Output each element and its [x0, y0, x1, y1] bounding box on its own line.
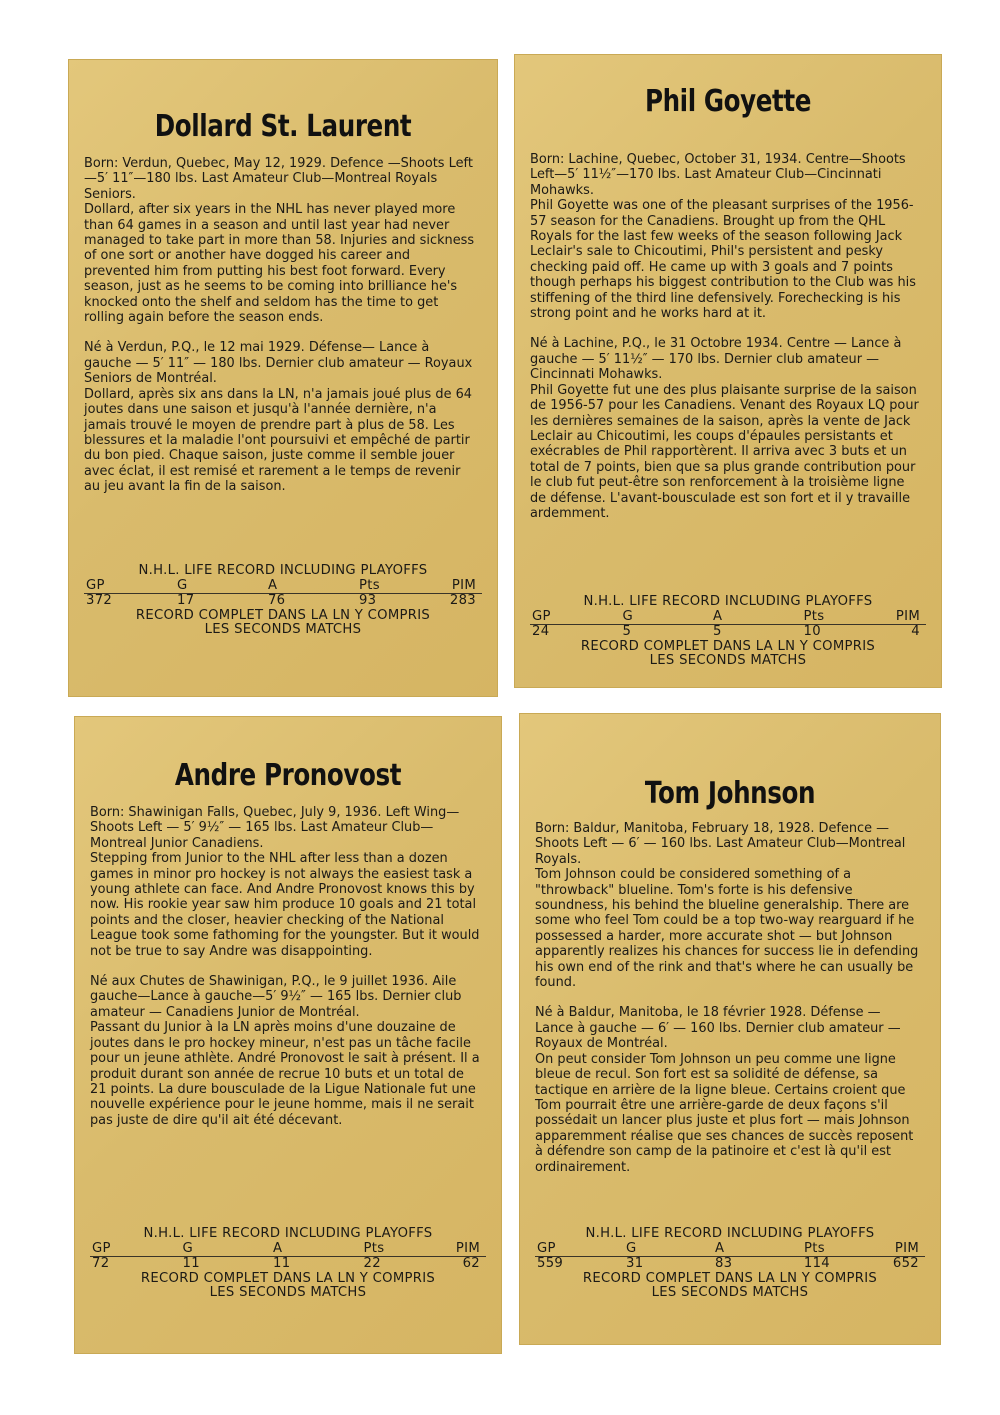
record-values: [90, 1256, 486, 1272]
french-info: Né à Lachine, P.Q., le 31 Octobre 1934. Centre — Lance à gauche — 5′ 11½″ — 170 lbs. Dernier club amateur — Cincinnati Mohawks.: [530, 336, 902, 383]
header-pts: Pts: [359, 577, 380, 593]
record-footer-1: RECORD COMPLET DANS LA LN Y COMPRIS: [582, 1270, 878, 1286]
record-headers: [535, 1242, 925, 1257]
player-bio: [530, 152, 922, 521]
header-pim: PIM: [894, 1240, 919, 1256]
player-card-johnson: [519, 713, 941, 1345]
value-a: 5: [713, 624, 722, 640]
header-pts: Pts: [363, 1240, 385, 1256]
value-g: 11: [182, 1256, 200, 1272]
record-title: N.H.L. LIFE RECORD INCLUDING PLAYOFFS: [143, 1226, 433, 1241]
record-values: [535, 1256, 925, 1272]
value-gp: 559: [537, 1256, 564, 1272]
value-gp: 372: [86, 593, 113, 609]
french-info: Né à Verdun, P.Q., le 12 mai 1929. Défense— Lance à gauche — 5′ 11″ — 180 lbs. Dernier club amateur — Royaux Seniors de Montréal.: [84, 340, 473, 387]
header-pim: PIM: [455, 1240, 480, 1256]
header-pim: PIM: [895, 608, 920, 624]
record-headers: [84, 579, 482, 594]
player-name: Dollard St. Laurent: [154, 109, 412, 144]
english-story: Tom Johnson could be considered something of a "throwback" blueline. Tom's forte is his defensive soundness, his behind the blueline generalship. There are some who feel Tom could be a top two-way rearguard if he possessed a harder, more accurate shot — but Johnson apparently realizes his chances for success lie in defending his own end of the rink and that's where he can usually be found.: [535, 867, 919, 991]
record-footer-2: LES SECONDS MATCHS: [649, 653, 807, 669]
header-g: G: [182, 1240, 194, 1256]
record-title: N.H.L. LIFE RECORD INCLUDING PLAYOFFS: [583, 594, 873, 609]
header-a: A: [713, 608, 723, 624]
record-footer-2: LES SECONDS MATCHS: [204, 622, 362, 638]
record-footer-2: LES SECONDS MATCHS: [651, 1285, 809, 1301]
life-record: [535, 1227, 925, 1301]
header-gp: GP: [92, 1240, 111, 1256]
record-values: [84, 593, 482, 609]
english-info: Born: Baldur, Manitoba, February 18, 1928. Defence — Shoots Left — 6′ — 160 lbs. Last Amateur Club—Montreal Royals.: [535, 821, 906, 867]
english-info: Born: Verdun, Quebec, May 12, 1929. Defence —Shoots Left—5′ 11″—180 lbs. Last Amateur Club—Montreal Royals Seniors.: [84, 156, 473, 202]
value-pts: 22: [363, 1256, 381, 1272]
player-name: Tom Johnson: [644, 776, 816, 811]
french-info: Né aux Chutes de Shawinigan, P.Q., le 9 juillet 1936. Aile gauche—Lance à gauche—5′ 9½″ — 165 lbs. Dernier club amateur — Canadiens Junior de Montréal.: [90, 974, 462, 1020]
french-story: Dollard, après six ans dans la LN, n'a jamais joué plus de 64 joutes dans une saison et jusqu'à l'année dernière, n'a jamais trouvé le moyen de prendre part à plus de 58. Les blessures et la maladie l'ont poursuivi et empêché de partir du bon pied. Chaque saison, juste comme il semble jouer avec éclat, il est remisé et rarement a le temps de revenir au jeu avant la fin de la saison.: [84, 386, 473, 495]
value-pim: 283: [449, 593, 476, 609]
english-info: Born: Shawinigan Falls, Quebec, July 9, 1936. Left Wing—Shoots Left — 5′ 9½″ — 165 lbs. Last Amateur Club—Montreal Junior Canadiens.: [90, 805, 460, 851]
player-bio: [90, 805, 482, 1128]
record-footer-2: LES SECONDS MATCHS: [209, 1285, 367, 1301]
french-info: Né à Baldur, Manitoba, le 18 février 1928. Défense — Lance à gauche — 6′ — 160 lbs. Dernier club amateur — Royaux de Montréal.: [535, 1005, 901, 1052]
header-g: G: [626, 1240, 637, 1256]
value-g: 5: [622, 624, 632, 640]
player-name: Phil Goyette: [644, 84, 812, 119]
player-bio: [84, 156, 478, 495]
header-gp: GP: [532, 608, 551, 624]
english-info: Born: Lachine, Quebec, October 31, 1934. Centre—Shoots Left—5′ 11½″—170 lbs. Last Amateur Club—Cincinnati Mohawks.: [530, 152, 906, 198]
player-name: Andre Pronovost: [174, 758, 402, 793]
value-g: 17: [177, 593, 195, 609]
header-a: A: [273, 1240, 283, 1256]
value-a: 83: [714, 1256, 733, 1272]
value-pts: 93: [358, 593, 377, 609]
header-gp: GP: [86, 577, 105, 593]
record-headers: [530, 610, 926, 625]
english-story: Stepping from Junior to the NHL after less than a dozen games in minor pro hockey is not always the easiest task a young athlete can face. And Andre Pronovost knows this by now. His rookie year saw him produce 10 goals and 21 total points and the closer, heavier checking of the National League took some fathoming for the youngster. But it would not be true to say Andre was disappointing.: [90, 851, 480, 959]
french-story: Phil Goyette fut une des plus plaisante surprise de la saison de 1956-57 pour les Canadiens. Venant des Royaux LQ pour les dernières semaines de la saison, après la vente de Jack Leclair au Chicoutimi, les coups d'épaules persistants et exécrables de Phil rapportèrent. Il arriva avec 3 buts et un total de 7 points, bien que sa plus grande contribution pour le club fut peut-être son renforcement à la troisième ligne de défense. L'avant-bousculade est son fort et il y travaille ardemment.: [530, 382, 919, 521]
player-bio: [535, 821, 921, 1175]
life-record: [84, 564, 482, 638]
header-g: G: [177, 577, 188, 593]
record-title: N.H.L. LIFE RECORD INCLUDING PLAYOFFS: [585, 1226, 875, 1241]
english-story: Phil Goyette was one of the pleasant surprises of the 1956-57 season for the Canadiens. Brought up from the QHL Royals for the last few weeks of the season following Jack Leclair's sale to Chicoutimi, Phil's persistent and pesky checking paid off. He came up with 3 goals and 7 points though perhaps his biggest contribution to the Club was his stiffening of the third line defensively. Forechecking is his strong point and he works hard at it.: [530, 198, 916, 322]
record-values: [530, 624, 926, 640]
record-footer-1: RECORD COMPLET DANS LA LN Y COMPRIS: [135, 607, 431, 623]
header-g: G: [622, 608, 634, 624]
player-card-st-laurent: [68, 59, 498, 697]
life-record: [530, 595, 926, 669]
english-story: Dollard, after six years in the NHL has never played more than 64 games in a season and until last year had never managed to take part in more than 58. Injuries and sickness of one sort or another have dogged his career and prevented him from putting his best foot forward. Every season, just as he seems to be coming into brilliance he's knocked onto the shelf and seldom has the time to get rolling again before the season ends.: [84, 202, 475, 326]
header-pts: Pts: [803, 608, 825, 624]
header-a: A: [715, 1240, 725, 1256]
header-a: A: [268, 577, 278, 593]
life-record: [90, 1227, 486, 1301]
value-gp: 24: [532, 624, 550, 640]
record-footer-1: RECORD COMPLET DANS LA LN Y COMPRIS: [580, 638, 876, 654]
french-story: Passant du Junior à la LN après moins d'une douzaine de joutes dans le pro hockey mineur, n'est pas un tâche facile pour un jeune athlète. André Pronovost le sait à présent. Il a produit durant son année de recrue 10 buts et un total de 21 points. La dure bousculade de la Ligue Nationale fut une nouvelle expérience pour le jeune homme, mais il ne serait pas juste de dire qu'il ait été décevant.: [90, 1020, 480, 1128]
header-pts: Pts: [804, 1240, 825, 1256]
record-headers: [90, 1242, 486, 1257]
french-story: On peut consider Tom Johnson un peu comme une ligne bleue de recul. Son fort est sa solidité de défense, sa tactique en arrière de la ligne bleue. Certains croient que Tom pourrait être une arrière-garde de deux façons s'il possédait un lancer plus juste et plus fort — mais Johnson apparemment réalise que ses chances de succès reposent à défendre son camp de la patinoire et c'est là qu'il est ordinairement.: [535, 1051, 914, 1175]
value-gp: 72: [92, 1256, 110, 1272]
value-pts: 10: [803, 624, 821, 640]
player-card-goyette: [514, 54, 942, 688]
value-pts: 114: [803, 1256, 830, 1272]
value-pim: 4: [911, 624, 920, 640]
record-footer-1: RECORD COMPLET DANS LA LN Y COMPRIS: [140, 1270, 436, 1286]
header-gp: GP: [537, 1240, 556, 1256]
header-pim: PIM: [451, 577, 476, 593]
player-card-pronovost: [74, 716, 502, 1354]
value-a: 11: [273, 1256, 291, 1272]
value-g: 31: [626, 1256, 644, 1272]
value-a: 76: [267, 593, 286, 609]
value-pim: 652: [892, 1256, 919, 1272]
record-title: N.H.L. LIFE RECORD INCLUDING PLAYOFFS: [138, 563, 428, 578]
value-pim: 62: [462, 1256, 480, 1272]
